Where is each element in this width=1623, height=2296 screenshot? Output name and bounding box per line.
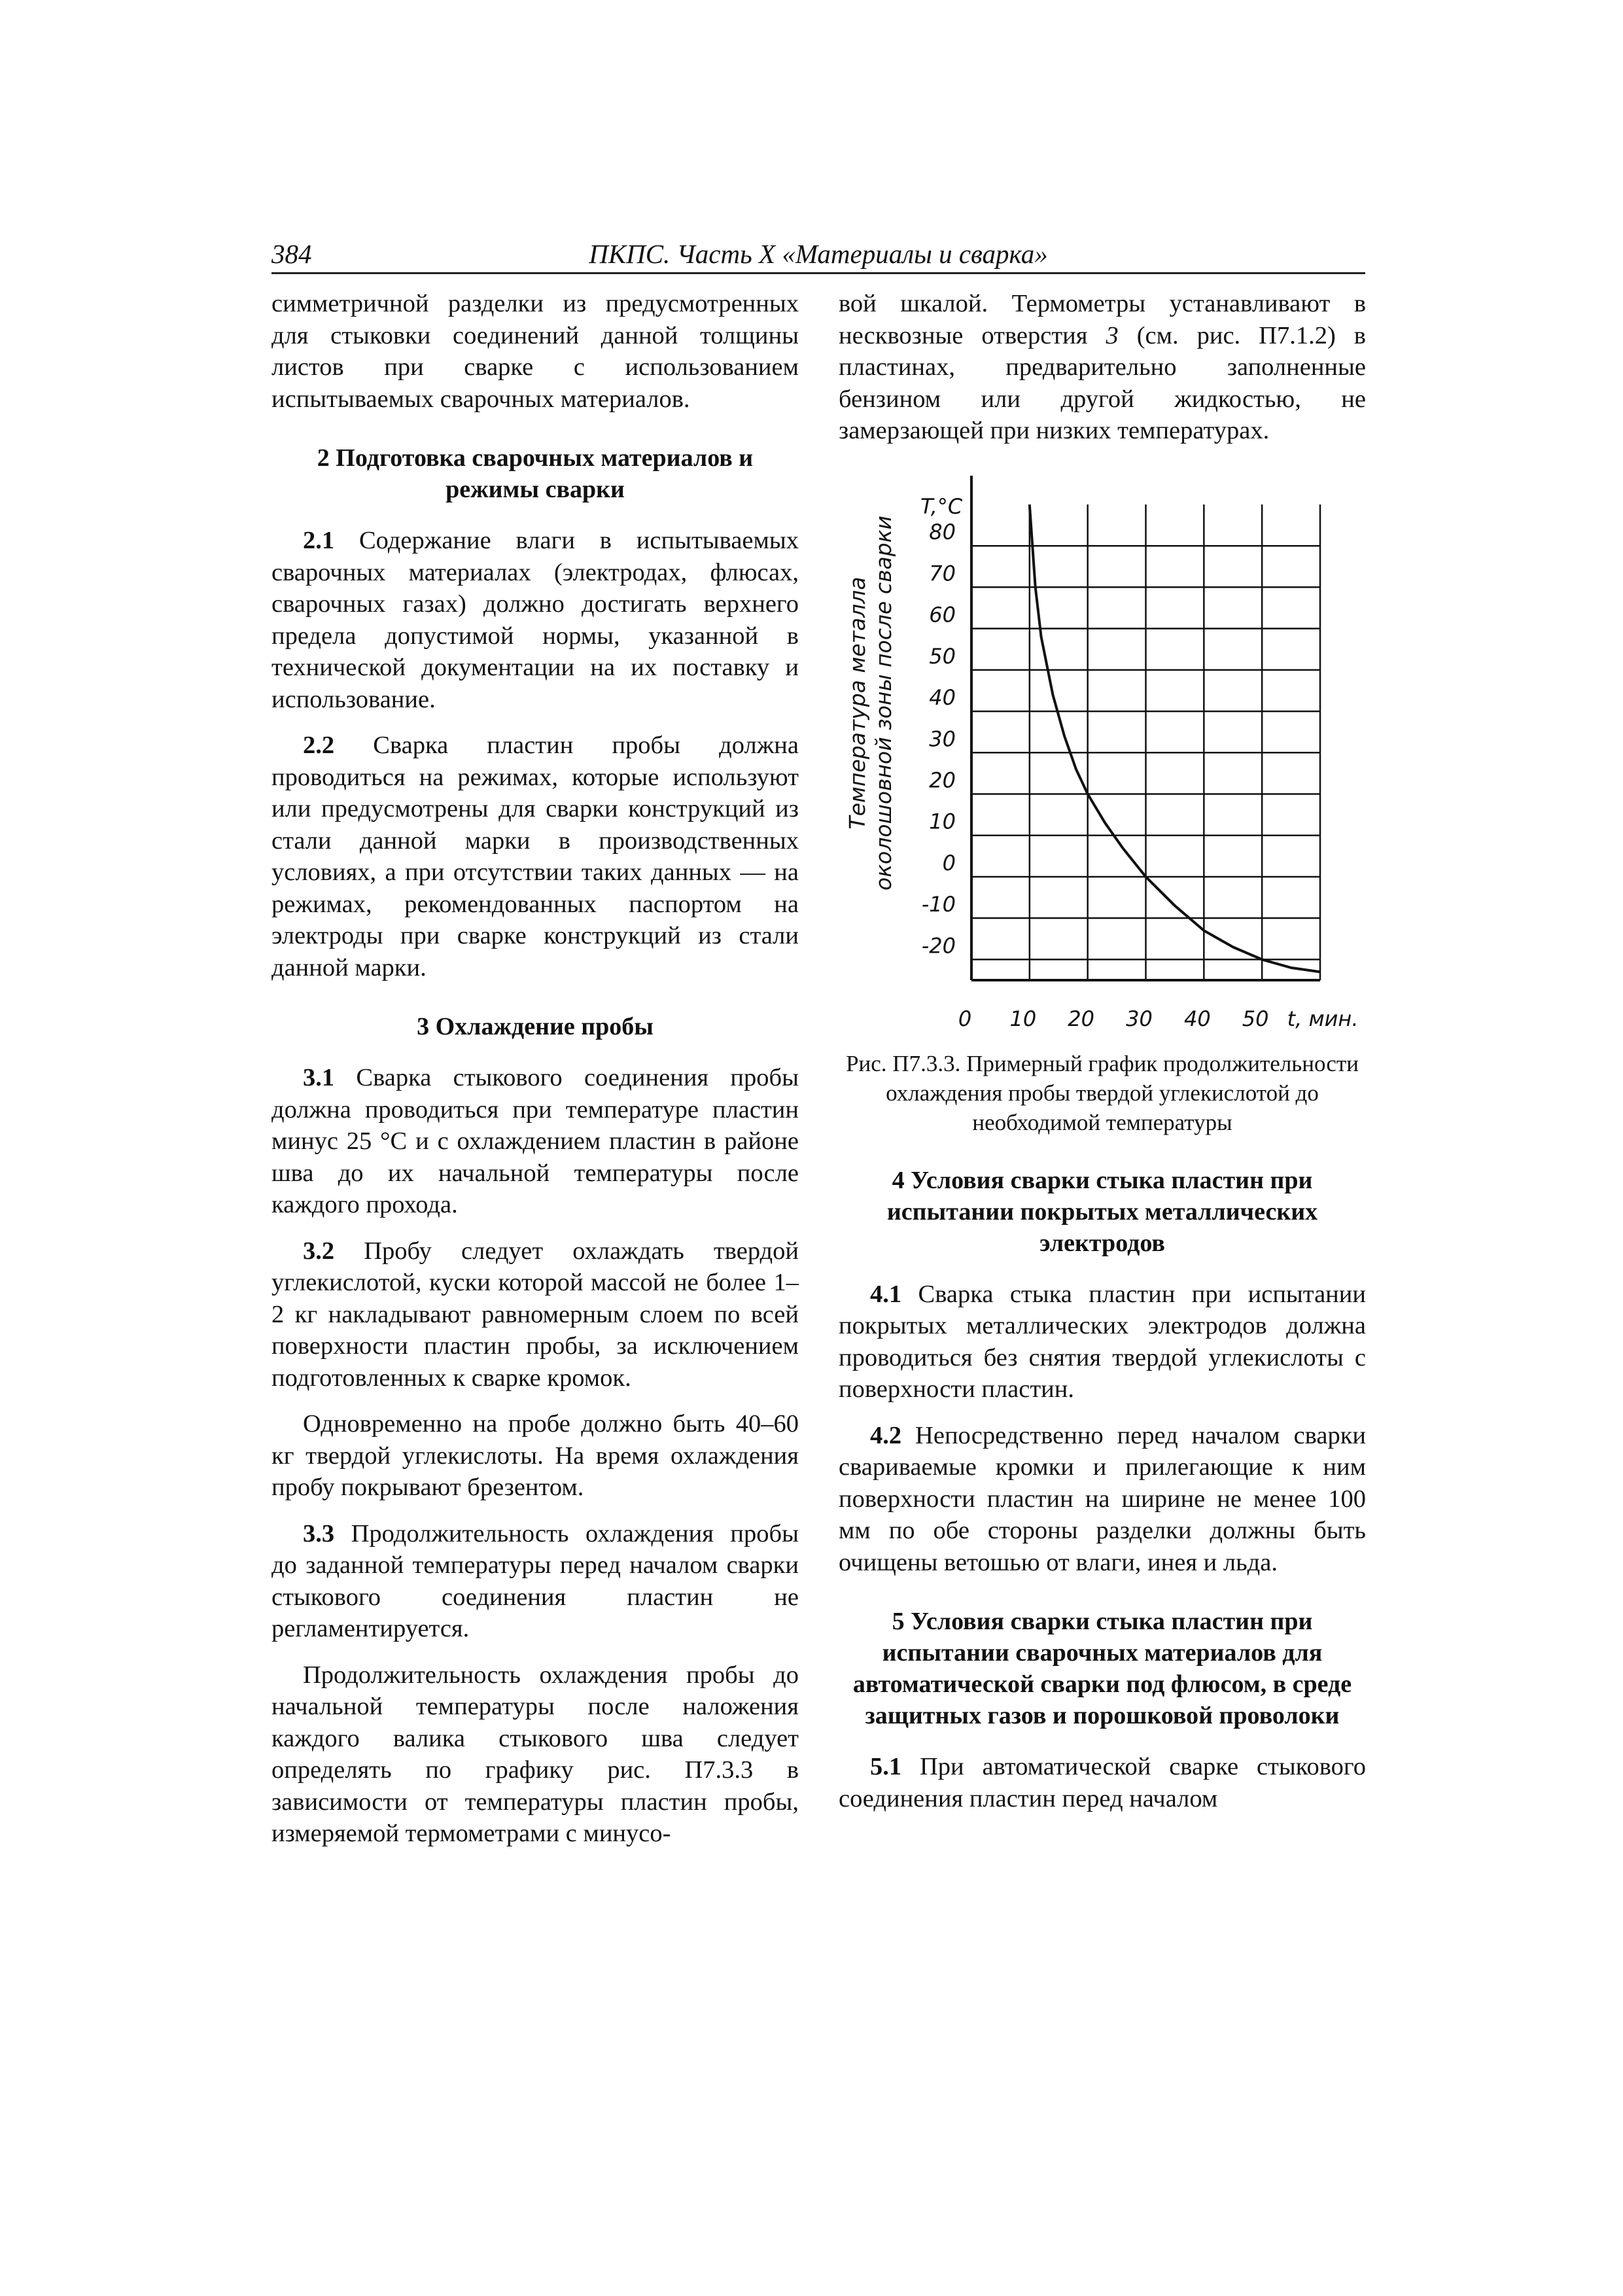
clause-number: 3.1 bbox=[303, 1064, 335, 1091]
cooling-curve bbox=[1030, 504, 1320, 972]
x-tick-label: 0 bbox=[958, 1006, 972, 1031]
clause-text: Пробу следует охлаждать твердой углекислотой, куски которой массой не более 1–2 кг накладывают равномерным слоем по всей поверхности пластин пробы, за исключением подготовленных к сварке кромок. bbox=[271, 1237, 799, 1392]
clause-text: Сварка пластин пробы должна проводиться на режимах, которые используют или предусмотрены для сварки конструкций из стали данной марки в производственных условиях, а при отсутствии таких данных — на режимах, рекомендованных паспортом на электроды при сварке конструкций из стали данной марки. bbox=[271, 732, 799, 981]
paragraph-continued: симметричной разделки из предусмотренных для стыковки соединений данной толщины листов при сварке с использованием испытываемых сварочных материалов. bbox=[271, 290, 799, 413]
paragraph-5-1 bbox=[839, 1751, 1366, 1814]
x-tick-label: 50 bbox=[1242, 1006, 1269, 1031]
page-number: 384 bbox=[271, 239, 312, 269]
x-unit-label: t, мин. bbox=[1287, 1006, 1359, 1031]
y-tick-label: 30 bbox=[929, 726, 956, 751]
paragraph-continued bbox=[839, 288, 1366, 447]
paragraph-3-2 bbox=[271, 1235, 799, 1394]
section-heading-4: 4 Условия сварки стыка пластин при испытании покрытых металлических электродов bbox=[886, 1166, 1318, 1257]
figure-ref: 3 bbox=[1106, 321, 1119, 349]
clause-number: 3.2 bbox=[303, 1237, 335, 1265]
clause-text: Продолжительность охлаждения пробы до заданной температуры перед началом сварки стыкового соединения пластин не регламентируется. bbox=[271, 1519, 799, 1642]
right-column bbox=[839, 288, 1366, 1814]
clause-number: 4.2 bbox=[870, 1421, 902, 1449]
clause-number: 3.3 bbox=[303, 1519, 335, 1547]
paragraph-3-3 bbox=[271, 1518, 799, 1645]
y-tick-label: 20 bbox=[929, 768, 956, 793]
cooling-chart bbox=[839, 473, 1366, 1049]
clause-number: 2.1 bbox=[303, 527, 335, 554]
clause-text: Непосредственно перед началом сварки свариваемые кромки и прилегающие к ним поверхности пластин на ширине не менее 100 мм по обе стороны разделки должны быть очищены ветошью от влаги, инея и льда. bbox=[839, 1421, 1366, 1576]
figure-caption: Рис. П7.3.3. Примерный график продолжительности охлаждения пробы твердой углекислотой до необходимой температуры bbox=[846, 1050, 1359, 1135]
y-axis-title-line2: околошовной зоны после сварки bbox=[871, 515, 896, 891]
y-tick-label: 80 bbox=[929, 519, 956, 544]
chart-svg bbox=[839, 473, 1366, 1049]
clause-number: 2.2 bbox=[303, 732, 335, 759]
clause-number: 5.1 bbox=[870, 1753, 902, 1780]
y-tick-label: 10 bbox=[929, 809, 956, 834]
paragraph-3-3-continued: Продолжительность охлаждения пробы до начальной температуры после наложения каждого валика стыкового шва следует определять по графику рис. П7.3.3 в зависимости от температуры пластин пробы, измеряемой термометрами с минусо- bbox=[271, 1661, 799, 1847]
clause-text: Сварка стыка пластин при испытании покрытых металлических электродов должна проводиться без снятия твердой углекислоты с поверхности пластин. bbox=[839, 1280, 1366, 1403]
y-tick-label: -10 bbox=[921, 891, 956, 917]
paragraph-2-1 bbox=[271, 525, 799, 715]
section-heading-3: 3 Охлаждение пробы bbox=[417, 1013, 654, 1040]
y-tick-label: -20 bbox=[921, 932, 956, 958]
clause-number: 4.1 bbox=[870, 1280, 902, 1308]
clause-text: Содержание влаги в испытываемых сварочных материалах (электродах, флюсах, сварочных газах) должно достигать верхнего предела допустимой нормы, указанной в технической документации на их поставку и использование. bbox=[271, 527, 799, 713]
text-run: (см. рис. П7.1.2) в пластинах, предварительно заполненные бензином или другой жидкостью, не замерзающей при низких температурах. bbox=[839, 321, 1366, 444]
x-tick-label: 10 bbox=[1009, 1006, 1037, 1031]
y-axis-title-line1: Температура металла bbox=[845, 576, 870, 829]
clause-text: Сварка стыкового соединения пробы должна проводиться при температуре пластин минус 25 °С и с охлаждением пластин в районе шва до их начальной температуры после каждого прохода. bbox=[271, 1064, 799, 1218]
x-tick-label: 40 bbox=[1183, 1006, 1211, 1031]
paragraph-2-2 bbox=[271, 730, 799, 983]
section-heading-5: 5 Условия сварки стыка пластин при испытании сварочных материалов для автоматической сварки под флюсом, в среде защитных газов и порошковой проволоки bbox=[852, 1608, 1352, 1729]
section-heading-2: 2 Подготовка сварочных материалов и режимы сварки bbox=[317, 444, 754, 503]
paragraph-3-1 bbox=[271, 1062, 799, 1221]
left-column bbox=[271, 288, 799, 1850]
text-run: вой шкалой. Термометры устанавливают в несквозные отверстия bbox=[839, 290, 1366, 349]
paragraph-3-2-continued: Одновременно на пробе должно быть 40–60 кг твердой углекислоты. На время охлаждения пробу покрывают брезентом. bbox=[271, 1410, 799, 1501]
y-tick-label: 60 bbox=[929, 602, 956, 627]
paragraph-4-2 bbox=[839, 1420, 1366, 1579]
running-title: ПКПС. Часть X «Материалы и сварка» bbox=[589, 239, 1048, 269]
paragraph-4-1 bbox=[839, 1279, 1366, 1405]
x-tick-label: 20 bbox=[1068, 1006, 1095, 1031]
clause-text: При автоматической сварке стыкового соединения пластин перед началом bbox=[839, 1753, 1366, 1812]
x-tick-label: 30 bbox=[1126, 1006, 1153, 1031]
y-tick-label: 50 bbox=[929, 643, 956, 669]
y-tick-label: 0 bbox=[942, 850, 956, 875]
y-tick-label: 40 bbox=[929, 684, 956, 710]
y-tick-label: 70 bbox=[929, 560, 956, 586]
page-header bbox=[271, 236, 1365, 274]
y-unit-label: T,°C bbox=[920, 493, 963, 519]
